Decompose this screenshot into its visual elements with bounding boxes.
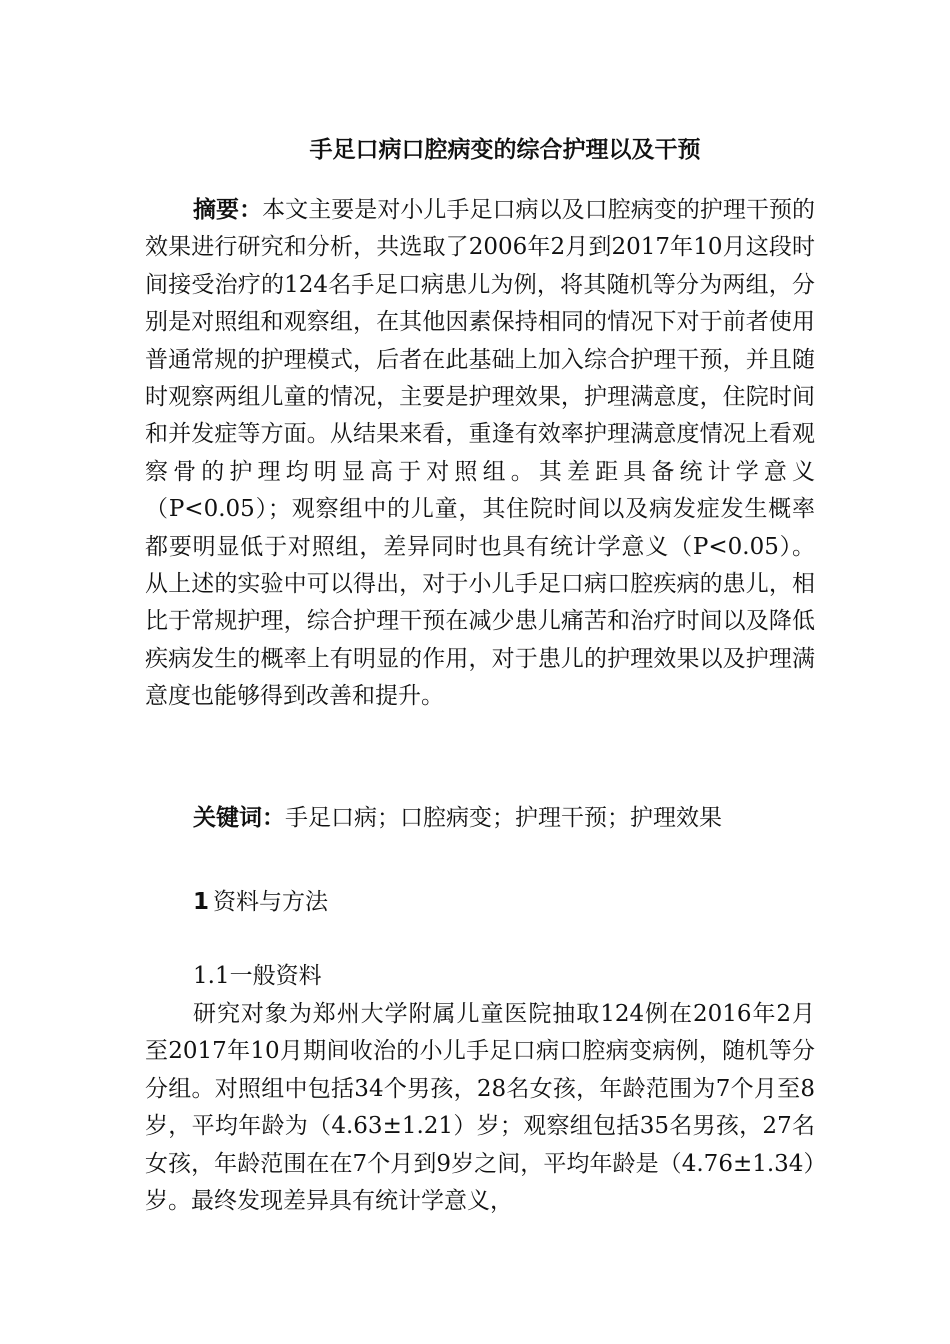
keywords-text: 手足口病；口腔病变；护理干预；护理效果: [285, 805, 722, 831]
section-title: 资料与方法: [213, 889, 329, 915]
section-number: 1: [193, 889, 210, 915]
subsection-paragraph: 研究对象为郑州大学附属儿童医院抽取124例在2016年2月至2017年10月期间收治的小儿手足口病口腔病变病例，随机等分分组。对照组中包括34个男孩，28名女孩，年龄范围为7个月至8岁，平均年龄为（4.63±1.21）岁；观察组包括35名男孩，27名女孩，年龄范围在在7个月到9岁之间，平均年龄是（4.76±1.34）岁。最终发现差异具有统计学意义，: [145, 1001, 815, 1215]
keywords-label: 关键词：: [193, 805, 285, 831]
keywords-line: [193, 800, 722, 837]
subsection-heading: 1.1一般资料: [193, 963, 322, 989]
abstract-label: 摘要：: [193, 197, 263, 223]
abstract-text: 本文主要是对小儿手足口病以及口腔病变的护理干预的效果进行研究和分析，共选取了2006年2月到2017年10月这段时间接受治疗的124名手足口病患儿为例，将其随机等分为两组，分别是对照组和观察组，在其他因素保持相同的情况下对于前者使用普通常规的护理模式，后者在此基础上加入综合护理干预，并且随时观察两组儿童的情况，主要是护理效果，护理满意度，住院时间和并发症等方面。从结果来看，重逢有效率护理满意度情况上看观察骨的护理均明显高于对照组。其差距具备统计学意义（P<0.05）；观察组中的儿童，其住院时间以及病发症发生概率都要明显低于对照组，差异同时也具有统计学意义（P<0.05）。从上述的实验中可以得出，对于小儿手足口病口腔疾病的患儿，相比于常规护理，综合护理干预在减少患儿痛苦和治疗时间以及降低疾病发生的概率上有明显的作用，对于患儿的护理效果以及护理满意度也能够得到改善和提升。: [145, 197, 816, 710]
paper-title: 手足口病口腔病变的综合护理以及干预: [309, 137, 701, 163]
section-heading: [193, 884, 328, 921]
abstract-paragraph: [145, 192, 815, 716]
